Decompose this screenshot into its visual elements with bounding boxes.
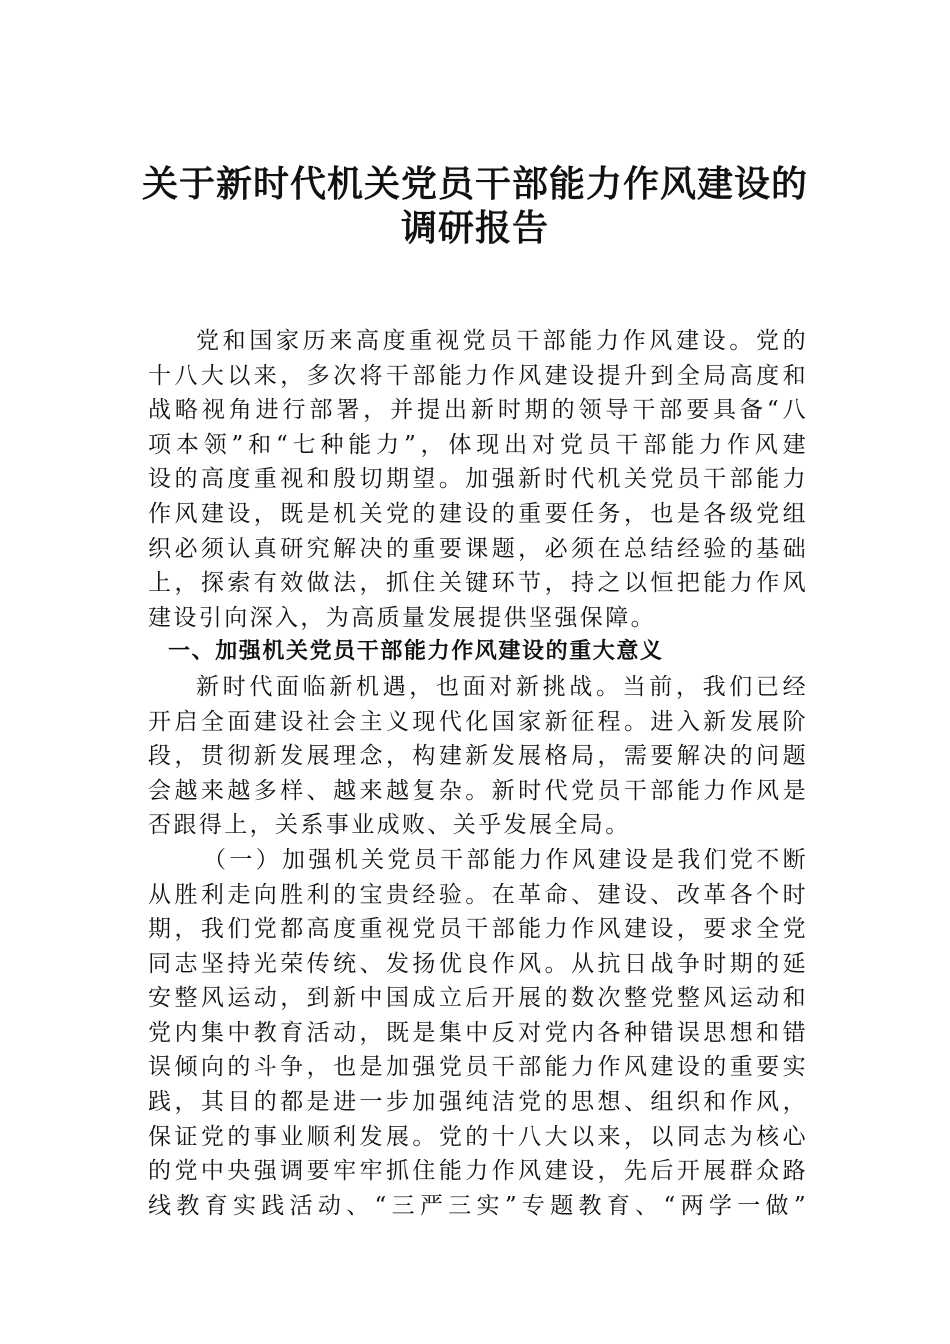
text-line: 同志坚持光荣传统、发扬优良作风。从抗日战争时期的延 <box>148 950 808 977</box>
text-line: 党和国家历来高度重视党员干部能力作风建设。党的 <box>196 328 808 354</box>
text-line: 党内集中教育活动，既是集中反对党内各种错误思想和错 <box>148 1019 808 1046</box>
text-line: 项本领”和“七种能力”，体现出对党员干部能力作风建 <box>148 431 808 458</box>
text-line: 织必须认真研究解决的重要课题，必须在总结经验的基础 <box>148 535 808 562</box>
text-line: 的党中央强调要牢牢抓住能力作风建设，先后开展群众路 <box>148 1158 808 1185</box>
text-line: 线教育实践活动、“三严三实”专题教育、“两学一做” <box>148 1192 808 1219</box>
document-body <box>148 324 808 1223</box>
text-line: 开启全面建设社会主义现代化国家新征程。进入新发展阶 <box>148 708 808 735</box>
text-line: 误倾向的斗争，也是加强党员干部能力作风建设的重要实 <box>148 1054 808 1081</box>
text-line: 段，贯彻新发展理念，构建新发展格局，需要解决的问题 <box>148 743 808 770</box>
document-title-line-2: 调研报告 <box>400 207 549 249</box>
document-title-line-1: 关于新时代机关党员干部能力作风建设的 <box>141 163 808 205</box>
text-line: 设的高度重视和殷切期望。加强新时代机关党员干部能力 <box>148 466 808 493</box>
text-line: 新时代面临新机遇，也面对新挑战。当前，我们已经 <box>196 673 808 700</box>
text-line: 建设引向深入，为高质量发展提供坚强保障。 <box>148 604 656 631</box>
text-line: 践，其目的都是进一步加强纯洁党的思想、组织和作风， <box>148 1089 808 1116</box>
text-line: 期，我们党都高度重视党员干部能力作风建设，要求全党 <box>148 916 808 943</box>
subsection-heading-line: （一）加强机关党员干部能力作风建设是我们党不断 <box>203 846 808 873</box>
text-line: 会越来越多样、越来越复杂。新时代党员干部能力作风是 <box>148 777 808 804</box>
text-line: 十八大以来，多次将干部能力作风建设提升到全局高度和 <box>148 362 808 389</box>
text-line: 战略视角进行部署，并提出新时期的领导干部要具备“八 <box>148 397 808 424</box>
text-line: 保证党的事业顺利发展。党的十八大以来，以同志为核心 <box>148 1123 808 1150</box>
text-line: 安整风运动，到新中国成立后开展的数次整党整风运动和 <box>148 985 808 1012</box>
text-line: 否跟得上，关系事业成败、关乎发展全局。 <box>148 812 631 839</box>
section-heading: 一、加强机关党员干部能力作风建设的重大意义 <box>168 639 664 665</box>
text-line: 上，探索有效做法，抓住关键环节，持之以恒把能力作风 <box>148 570 808 597</box>
text-line: 从胜利走向胜利的宝贵经验。在革命、建设、改革各个时 <box>148 881 808 908</box>
text-line: 作风建设，既是机关党的建设的重要任务，也是各级党组 <box>148 500 808 527</box>
